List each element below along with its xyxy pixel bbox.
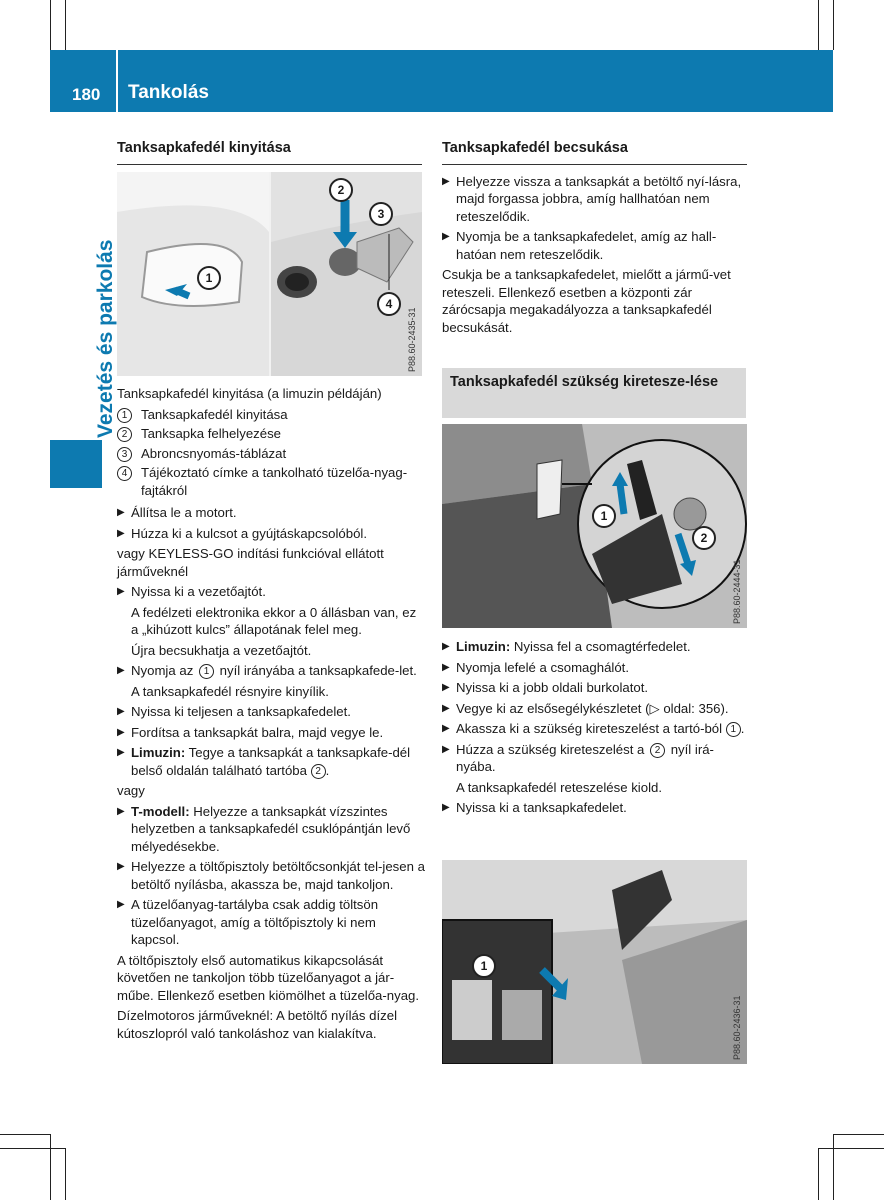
crop-mark bbox=[833, 1134, 884, 1135]
step: ▶ Állítsa le a motort. bbox=[117, 504, 427, 522]
crop-mark bbox=[50, 1134, 51, 1200]
right-column-body bbox=[442, 638, 747, 820]
page-number: 180 bbox=[72, 85, 101, 104]
callout-1: 1 bbox=[472, 954, 496, 978]
step: ▶ A tüzelőanyag-tartályba csak addig töltsön tüzelőanyagot, amíg a töltőpisztoly ki nem kapcsol. bbox=[117, 896, 427, 949]
subsection-heading: Tanksapkafedél szükség kiretesze-lése bbox=[450, 374, 719, 390]
callout-4: 4 bbox=[377, 292, 401, 316]
step: ▶ Nyomja lefelé a csomaghálót. bbox=[442, 659, 747, 677]
text: vagy bbox=[117, 783, 145, 798]
section-heading: Tanksapkafedél becsukása bbox=[442, 140, 747, 165]
figure-code: P88.60-2444-31 bbox=[732, 559, 742, 624]
callout-3: 3 bbox=[369, 202, 393, 226]
side-tab-marker bbox=[50, 440, 102, 488]
legend-item: 2 Tanksapka felhelyezése bbox=[117, 425, 427, 443]
header-divider bbox=[116, 50, 118, 112]
step: ▶ Nyissa ki a tanksapkafedelet. bbox=[442, 799, 747, 817]
step: ▶ Húzza a szükség kireteszelést a 2 nyíl irá-nyába. bbox=[442, 741, 747, 776]
side-tab-label: Vezetés és parkolás bbox=[94, 239, 117, 438]
figure-trunk-side-panel bbox=[442, 860, 747, 1064]
callout-2: 2 bbox=[692, 526, 716, 550]
figure-emergency-release bbox=[442, 424, 747, 628]
crop-mark bbox=[818, 1148, 884, 1149]
step: ▶ Nyomja az 1 nyíl irányába a tanksapkafede-let. bbox=[117, 662, 427, 680]
legend-item: 3 Abroncsnyomás-táblázat bbox=[117, 445, 427, 463]
crop-mark bbox=[833, 0, 834, 50]
step: ▶ Limuzin: Nyissa fel a csomagtérfedelet. bbox=[442, 638, 747, 656]
crop-mark bbox=[0, 1134, 50, 1135]
step: ▶ Nyissa ki a jobb oldali burkolatot. bbox=[442, 679, 747, 697]
step: ▶ Helyezze vissza a tanksapkát a betöltő nyí-lásra, majd forgassa jobbra, amíg hallhatóan nem reteszelődik. bbox=[442, 173, 747, 226]
crop-mark bbox=[65, 1148, 66, 1200]
callout-2: 2 bbox=[329, 178, 353, 202]
crop-mark bbox=[833, 1134, 834, 1200]
step: ▶ Akassza ki a szükség kireteszelést a tartó-ból 1 . bbox=[442, 720, 747, 738]
page-title: Tankolás bbox=[128, 82, 209, 103]
crop-mark bbox=[0, 1148, 65, 1149]
text: vagy KEYLESS-GO indítási funkcióval ellátott járműveknél bbox=[117, 546, 384, 579]
text: Csukja be a tanksapkafedelet, mielőtt a jármű-vet reteszeli. Ellenkező esetben a központi zár zárócsapja megakadályozza a tanksapkafedél becsukását. bbox=[442, 267, 731, 335]
step: ▶ Fordítsa a tanksapkát balra, majd vegye le. bbox=[117, 724, 427, 742]
section-heading: Tanksapkafedél kinyitása bbox=[117, 140, 422, 165]
step: ▶ Nyissa ki a vezetőajtót. bbox=[117, 583, 427, 601]
crop-mark bbox=[818, 1148, 819, 1200]
legend-item: 4 Tájékoztató címke a tankolható tüzelőa-nyag-fajtákról bbox=[117, 464, 427, 499]
step: ▶ Limuzin: Tegye a tanksapkát a tanksapkafe-dél belső oldalán található tartóba 2 . bbox=[117, 744, 427, 779]
text: Dízelmotoros járműveknél: A betöltő nyílás dízel kútoszlopról való tankoláshoz van kialakítva. bbox=[117, 1008, 398, 1041]
left-column-body bbox=[117, 385, 427, 1045]
crop-mark bbox=[65, 0, 66, 50]
legend-item: 1 Tanksapkafedél kinyitása bbox=[117, 406, 427, 424]
subsection-box bbox=[442, 368, 746, 418]
step: ▶ Nyomja be a tanksapkafedelet, amíg az hall-hatóan nem reteszelődik. bbox=[442, 228, 747, 263]
step: ▶ Húzza ki a kulcsot a gyújtáskapcsolóból. bbox=[117, 525, 427, 543]
step-note: Újra becsukhatja a vezetőajtót. bbox=[131, 642, 312, 658]
step-note: A fedélzeti elektronika ekkor a 0 állásban van, ez a „kihúzott kulcs” állapotának felel meg. bbox=[131, 604, 417, 637]
crop-mark bbox=[818, 0, 819, 50]
step: ▶ Nyissa ki teljesen a tanksapkafedelet. bbox=[117, 703, 427, 721]
figure-caption: Tanksapkafedél kinyitása (a limuzin példáján) bbox=[117, 386, 382, 401]
step: ▶ T-modell: Helyezze a tanksapkát vízszintes helyzetben a tanksapkafedél csuklópántján levő mélyedésekbe. bbox=[117, 803, 427, 856]
text: A töltőpisztoly első automatikus kikapcsolását követően ne tankoljon több tüzelőanyagot a jár-műbe. Ellenkező esetben kiömölhet a tüzelőa-nyag. bbox=[117, 952, 420, 1003]
left-column bbox=[117, 140, 422, 165]
step-note: A tanksapkafedél résnyire kinyílik. bbox=[131, 683, 329, 699]
callout-1: 1 bbox=[197, 266, 221, 290]
figure-fuel-flap-open bbox=[117, 172, 422, 376]
step-note: A tanksapkafedél reteszelése kiold. bbox=[456, 779, 662, 795]
callout-1: 1 bbox=[592, 504, 616, 528]
figure-code: P88.60-2435-31 bbox=[407, 307, 417, 372]
step: ▶ Vegye ki az elsősegélykészletet (▷ oldal: 356). bbox=[442, 700, 747, 718]
step: ▶ Helyezze a töltőpisztoly betöltőcsonkját tel-jesen a betöltő nyílásba, akassza be, majd tankoljon. bbox=[117, 858, 427, 893]
right-column bbox=[442, 140, 747, 339]
figure-code: P88.60-2436-31 bbox=[732, 995, 742, 1060]
crop-mark bbox=[50, 0, 51, 50]
